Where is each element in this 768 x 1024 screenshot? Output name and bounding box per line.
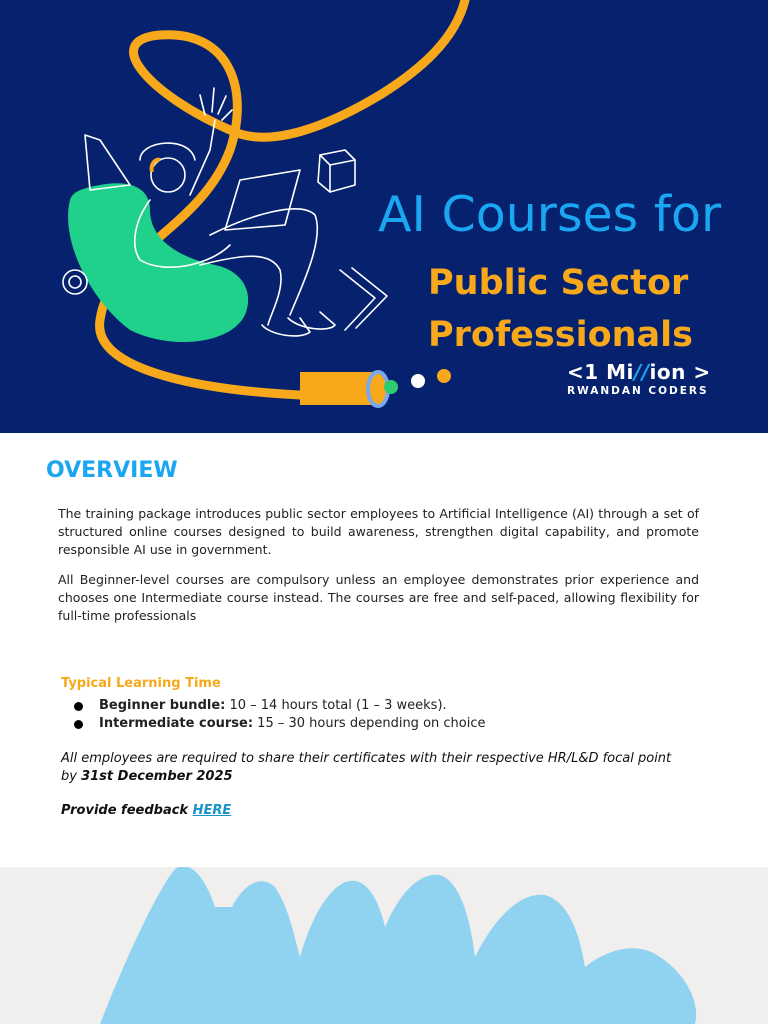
footer-decoration [0, 867, 768, 1024]
hero-title: AI Courses for [378, 186, 722, 243]
one-million-coders-logo [567, 360, 711, 397]
green-dot [384, 380, 398, 394]
hero-subtitle-line2: Professionals [428, 315, 693, 355]
hero-subtitle-line1: Public Sector [428, 263, 689, 303]
beginner-label: Beginner bundle: [99, 698, 226, 713]
feedback-link[interactable]: HERE [192, 803, 232, 818]
headphones-graphic [152, 160, 160, 172]
chair-graphic [68, 183, 248, 342]
feedback-line [61, 803, 231, 818]
orange-dot [437, 369, 451, 383]
overview-paragraph-1: The training package introduces public sector employees to Artificial Intelligence (AI) through a set of structured online courses designed to build awareness, strengthen digital capability, and promote responsible AI use in government. [58, 506, 699, 557]
logo-gt: > [693, 360, 711, 384]
overview-paragraph-2: All Beginner-level courses are compulsory unless an employee demonstrates prior experience and chooses one Intermediate course instead. The courses are free and self-paced, allowing flexibility for full-time professionals [58, 572, 699, 623]
hero-banner [0, 0, 768, 433]
learning-time-list [72, 697, 486, 733]
certificate-notice [61, 750, 681, 786]
notice-deadline: 31st December 2025 [81, 769, 233, 784]
logo-slashes: // [633, 360, 650, 384]
logo-lt: < [567, 360, 585, 384]
notice-text: All employees are required to share their certificates with their respective HR/L&D focal point by [61, 751, 672, 784]
logo-wordmark [567, 360, 711, 384]
learning-time-heading: Typical Learning Time [61, 676, 221, 691]
list-item [72, 715, 486, 733]
logo-ion: ion [649, 360, 686, 384]
feedback-label: Provide feedback [61, 803, 193, 818]
list-item [72, 697, 486, 715]
white-dot [411, 374, 425, 388]
intermediate-label: Intermediate course: [99, 716, 254, 731]
intermediate-text: 15 – 30 hours depending on choice [253, 716, 486, 731]
footer-shape [0, 867, 768, 1024]
logo-one-mi: 1 Mi [584, 360, 634, 384]
beginner-text: 10 – 14 hours total (1 – 3 weeks). [225, 698, 447, 713]
logo-subtitle: RWANDAN CODERS [567, 385, 709, 397]
overview-heading: OVERVIEW [46, 458, 178, 483]
